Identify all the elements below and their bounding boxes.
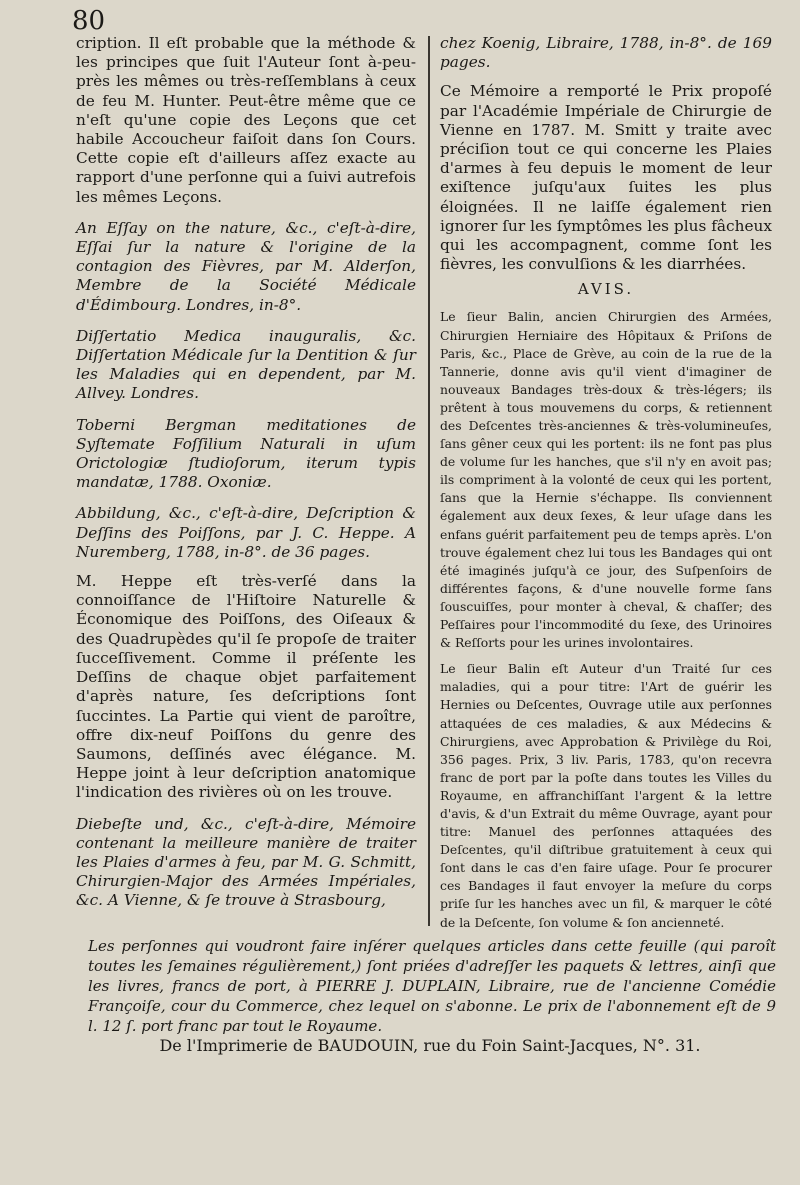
heppe-review: M. Heppe eſt très-verſé dans la connoiſſance de l'Hiſtoire Naturelle & Économique des Poiſſons, des Oiſeaux & des Quadrupèdes qu'il ſe propoſe de traiter ſucceſſivement. Comme il préſente les Deſſins de chaque objet parfaitement d'après nature, ſes deſcriptions ſont ſuccintes. La Partie qui vient de paroître, offre dix-neuf Poiſſons du genre des Saumons, deſſinés avec élégance. M. Heppe joint à leur deſcription anatomique l'indication des rivières où on les trouve. [76, 572, 416, 802]
column-divider [428, 36, 430, 926]
avis-heading: AVIS. [577, 280, 635, 299]
imprint-line: De l'Imprimerie de BAUDOUIN, rue du Foin Saint-Jacques, N°. 31. [159, 1036, 701, 1055]
page-number: 80 [72, 6, 106, 36]
subscription-note: Les perſonnes qui voudront faire inſérer quelques articles dans cette feuille (qui paroît toutes les ſemaines régulièrement,) ſont priées d'adreſſer les paquets & lettres, ainſi que les livres, francs de port, à PIERRE J. DUPLAIN, Libraire, rue de l'ancienne Comédie Françoiſe, cour du Commerce, chez lequel on s'abonne. Le prix de l'abonnement eſt de 9 l. 12 ſ. port franc par tout le Royaume. [88, 937, 776, 1035]
entry-alderson: An Eſſay on the nature, &c., c'eſt-à-dire, Eſſai ſur la nature & l'origine de la contagion des Fièvres, par M. Alderſon, Membre de la Société Médicale d'Édimbourg. Londres, in-8°. [76, 218, 416, 314]
entry-bergman: Toberni Bergman meditationes de Syſtemate Foſſilium Naturali in uſum Orictologiæ ſtudioſorum, iterum typis mandatæ, 1788. Oxoniæ. [76, 415, 416, 492]
avis-paragraph-2: Le ſieur Balin eſt Auteur d'un Traité ſur ces maladies, qui a pour titre: l'Art de guérir les Hernies ou Deſcentes, Ouvrage utile aux perſonnes attaquées de ces maladies, & aux Médecins & Chirurgiens, avec Approbation & Privilège du Roi, 356 pages. Prix, 3 liv. Paris, 1783, qu'on recevra franc de port par la poſte dans toutes les Villes du Royaume, en affranchiſſant l'argent & la lettre d'avis, & d'un Extrait du même Ouvrage, ayant pour titre: Manuel des perſonnes attaquées des Deſcentes, qu'il diſtribue gratuitement à ceux qui ſont dans le cas d'en faire uſage. Pour ſe procurer ces Bandages il faut envoyer la meſure du corps priſe ſur les hanches avec un fil, & marquer le côté de la Deſcente, ſon volume & ſon ancienneté. [440, 661, 772, 930]
entry-schmitt: Diebeſte und, &c., c'eſt-à-dire, Mémoire contenant la meilleure manière de traiter les Plaies d'armes à feu, par M. G. Schmitt, Chirurgien-Major des Armées Impériales, &c. A Vienne, & ſe trouve à Strasbourg, [76, 814, 416, 910]
right-column [440, 34, 772, 932]
schmitt-review: Ce Mémoire a remporté le Prix propoſé par l'Académie Impériale de Chirurgie de Vienne en 1787. M. Smitt y traite avec préciſion tout ce qui concerne les Plaies d'armes à feu depuis le moment de leur exiſtence juſqu'aux ſuites les plus éloignées. Il ne laiſſe également rien ignorer ſur les ſymptômes les plus fâcheux qui les accompagnent, comme ſont les fièvres, les convulſions & les diarrhées. [440, 82, 772, 274]
left-column [76, 34, 416, 911]
entry-allvey: Diſſertatio Medica inauguralis, &c. Diſſertation Médicale ſur la Dentition & ſur les Maladies qui en dependent, par M. Allvey. Londres. [76, 326, 416, 403]
left-paragraph-1: cription. Il eſt probable que la méthode & les principes que ſuit l'Auteur ſont à-peu-près les mêmes ou très-reſſemblans à ceux de feu M. Hunter. Peut-être même que ce n'eſt qu'une copie des Leçons que cet habile Accoucheur faiſoit dans ſon Cours. Cette copie eſt d'ailleurs aſſez exacte au rapport d'une perſonne qui a ſuivi autrefois les mêmes Leçons. [76, 34, 416, 206]
schmitt-publisher: chez Koenig, Libraire, 1788, in-8°. de 169 pages. [440, 34, 772, 72]
entry-heppe: Abbildung, &c., c'eſt-à-dire, Deſcription & Deſſins des Poiſſons, par J. C. Heppe. A Nuremberg, 1788, in-8°. de 36 pages. [76, 504, 416, 561]
avis-paragraph-1: Le ſieur Balin, ancien Chirurgien des Armées, Chirurgien Herniaire des Hôpitaux & Priſons de Paris, &c., Place de Grève, au coin de la rue de la Tannerie, donne avis qu'il vient d'imaginer de nouveaux Bandages très-doux & très-légers; ils prêtent à tous mouvemens du corps, & retiennent des Deſcentes très-anciennes & très-volumineuſes, ſans gêner ceux qui les portent: ils ne font pas plus de volume ſur les hanches, que s'il n'y en avoit pas; ils compriment à la volonté de ceux qui les portent, ſans que la Hernie s'échappe. Ils conviennent également aux deux ſexes, & leur uſage dans les enfans guérit parfaitement peu de temps après. L'on trouve également chez lui tous les Bandages qui ont été imaginés juſqu'à ce jour, des Suſpenſoirs de différentes façons, & d'une nouvelle forme ſans ſouscuiſſes, pour monter à cheval, & chaſſer; des Peſſaires pour l'incommodité du ſexe, des Urinoires & Reſſorts pour les urines involontaires. [440, 309, 772, 651]
